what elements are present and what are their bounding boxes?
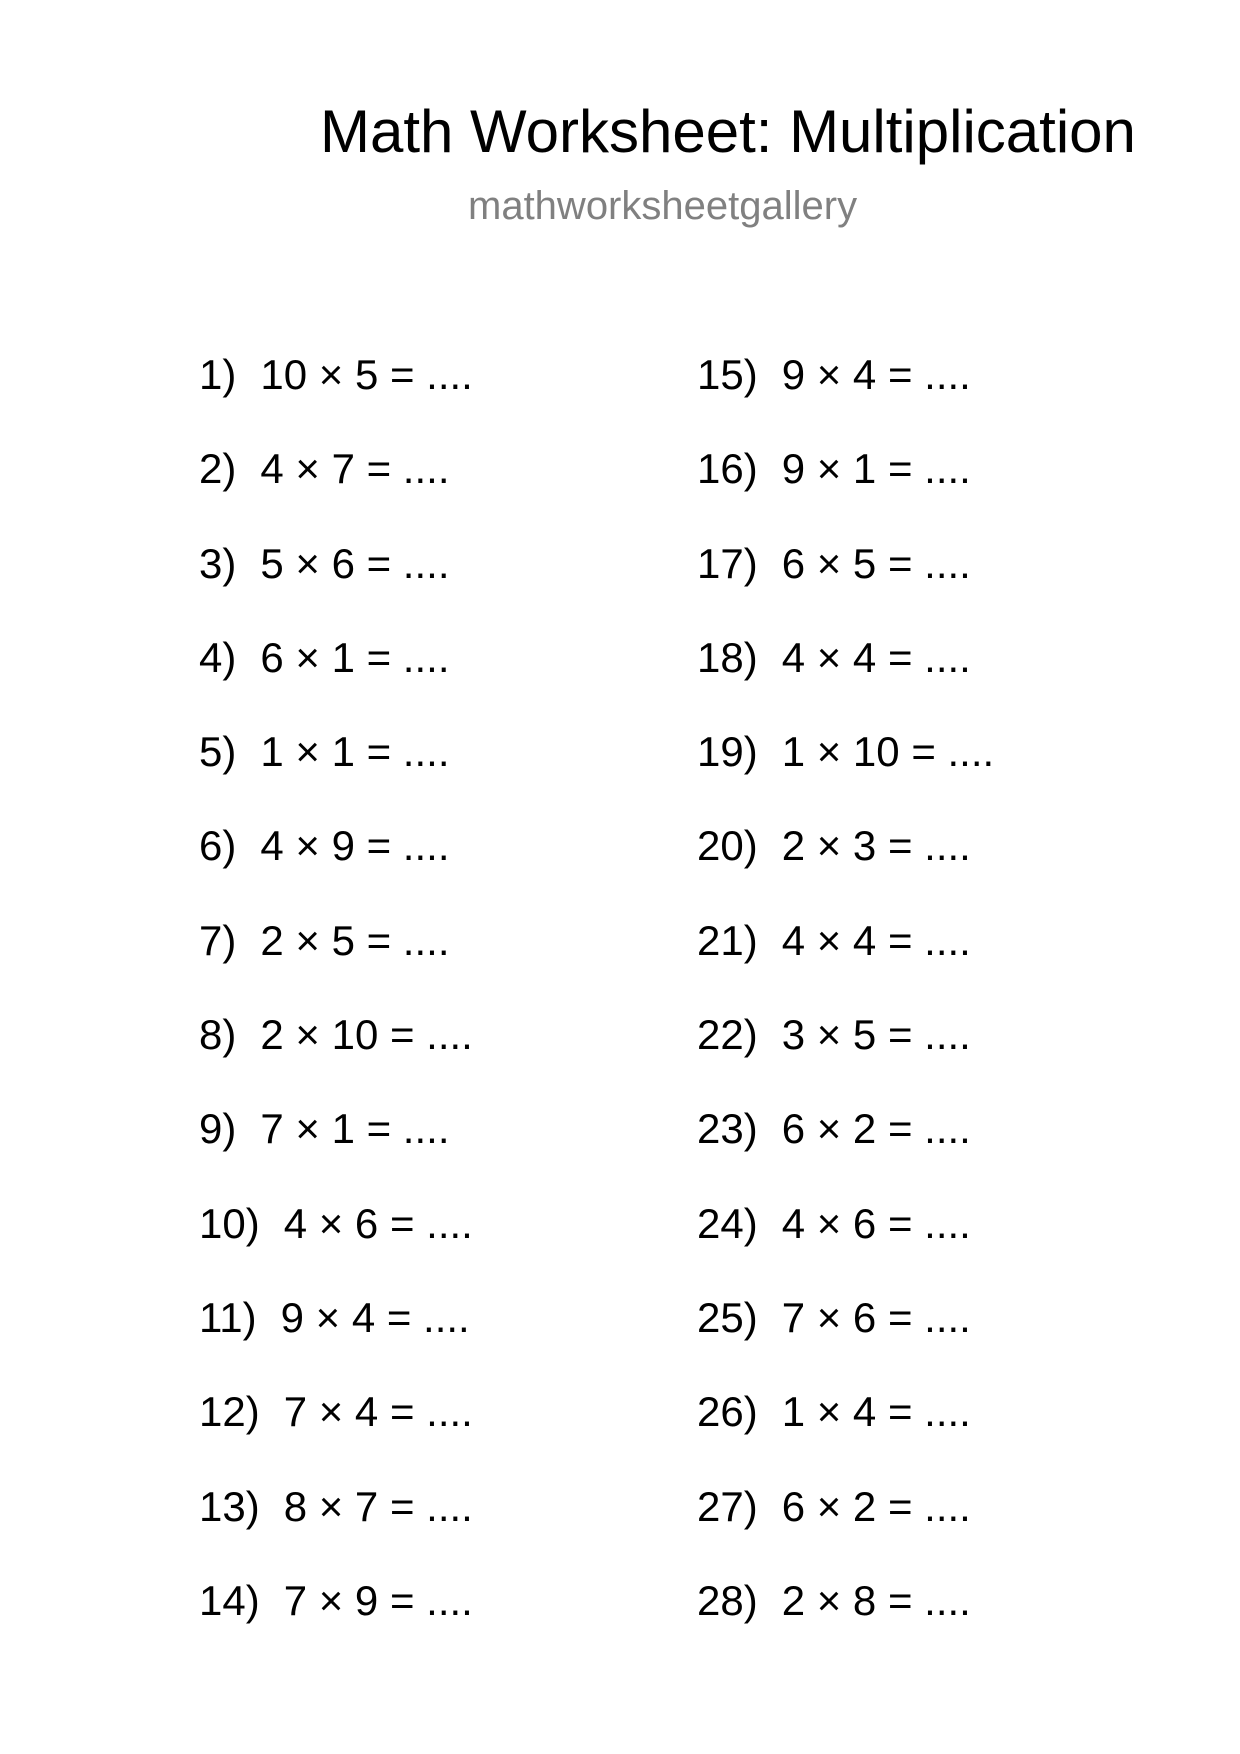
problem-item [697,539,994,633]
problem-item [199,444,473,538]
problem-item [199,727,473,821]
problem-expression: 7 × 1 = .... [260,1105,450,1153]
problem-number: 28) [697,1576,758,1624]
problem-number: 17) [697,539,758,587]
problem-number: 27) [697,1482,758,1530]
problem-number: 26) [697,1388,758,1436]
problem-expression: 2 × 3 = .... [781,822,971,870]
problem-item [199,1293,473,1387]
problem-expression: 1 × 1 = .... [260,728,450,776]
problem-number: 21) [697,916,758,964]
problem-number: 19) [697,728,758,776]
problem-expression: 4 × 4 = .... [781,916,971,964]
problem-number: 23) [697,1105,758,1153]
problem-expression: 9 × 1 = .... [781,445,971,493]
problem-expression: 7 × 6 = .... [781,1293,971,1341]
problem-item [697,1482,994,1576]
problem-number: 16) [697,445,758,493]
problem-number: 18) [697,633,758,681]
problem-number: 20) [697,822,758,870]
problem-item [697,350,994,444]
problem-expression: 10 × 5 = .... [260,351,473,398]
problem-number: 14) [199,1576,260,1624]
problem-number: 5) [199,728,237,776]
problem-number: 4) [199,633,237,681]
problem-expression: 4 × 7 = .... [260,445,450,493]
page-title: Math Worksheet: Multiplication [320,98,1136,165]
problem-number: 8) [199,1011,237,1059]
problem-number: 2) [199,445,237,493]
problem-number: 7) [199,916,237,964]
problem-number: 1) [199,351,237,398]
problem-expression: 4 × 9 = .... [260,822,450,870]
problem-expression: 8 × 7 = .... [283,1482,473,1530]
problem-expression: 7 × 4 = .... [283,1388,473,1436]
page-subtitle: mathworksheetgallery [468,184,858,228]
problem-item [199,350,473,444]
problem-number: 22) [697,1011,758,1059]
problem-expression: 9 × 4 = .... [280,1293,470,1341]
problem-list-right [697,350,994,1670]
problem-item [697,1199,994,1293]
problem-number: 11) [199,1293,257,1341]
problem-list-left [199,350,473,1670]
problem-item [697,633,994,727]
problem-number: 10) [199,1199,260,1247]
problem-expression: 1 × 4 = .... [781,1388,971,1436]
problem-item [199,916,473,1010]
problem-item [697,1293,994,1387]
problem-expression: 4 × 4 = .... [781,633,971,681]
problem-item [697,916,994,1010]
problem-item [199,1576,473,1670]
problem-number: 6) [199,822,237,870]
problem-item [199,539,473,633]
problem-item [697,1387,994,1481]
problem-expression: 2 × 8 = .... [781,1576,971,1624]
problem-expression: 1 × 10 = .... [781,728,995,776]
problem-number: 25) [697,1293,758,1341]
problem-item [199,1387,473,1481]
problem-expression: 7 × 9 = .... [283,1576,473,1624]
problem-expression: 4 × 6 = .... [781,1199,971,1247]
problem-number: 13) [199,1482,260,1530]
problem-item [199,633,473,727]
problem-item [199,1104,473,1198]
problem-item [199,1199,473,1293]
problem-item [697,1010,994,1104]
problem-expression: 4 × 6 = .... [283,1199,473,1247]
problem-item [697,821,994,915]
problem-expression: 5 × 6 = .... [260,539,450,587]
problem-number: 15) [697,351,758,398]
problem-expression: 6 × 1 = .... [260,633,450,681]
problem-item [199,1482,473,1576]
problem-item [697,1576,994,1670]
problem-expression: 6 × 5 = .... [781,539,971,587]
problem-expression: 9 × 4 = .... [781,351,971,398]
problem-item [697,727,994,821]
problem-expression: 2 × 5 = .... [260,916,450,964]
problem-number: 3) [199,539,237,587]
problem-expression: 6 × 2 = .... [781,1482,971,1530]
problem-expression: 2 × 10 = .... [260,1011,473,1059]
problem-number: 12) [199,1388,260,1436]
problem-item [697,444,994,538]
problem-item [199,1010,473,1104]
problem-item [697,1104,994,1198]
problem-number: 9) [199,1105,237,1153]
problem-expression: 3 × 5 = .... [781,1011,971,1059]
problem-number: 24) [697,1199,758,1247]
problem-item [199,821,473,915]
problem-expression: 6 × 2 = .... [781,1105,971,1153]
